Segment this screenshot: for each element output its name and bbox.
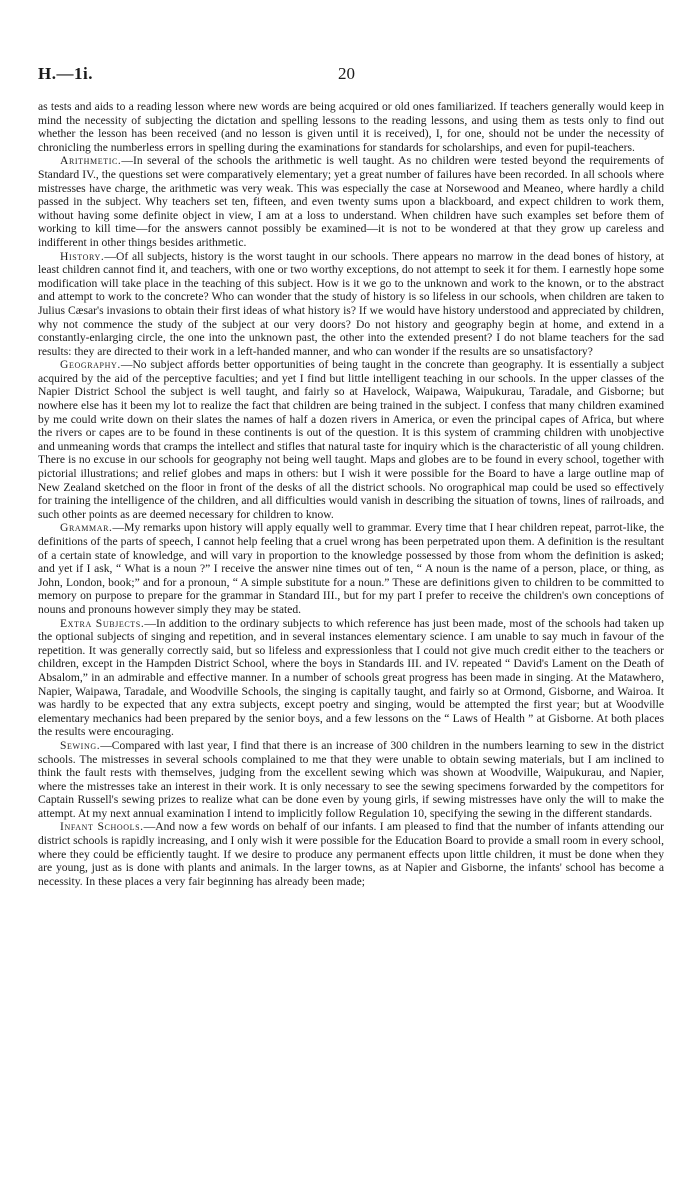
- paragraph-text: —Of all subjects, history is the worst taught in our schools. There appears no marrow in the dead bones of history, at least children cannot find it, and teachers, with one or two worthy exceptions, do not attempt to seek it for them. I earnestly hope some modification will take place in the teaching of this subject. How is it we go to the unknown and work to the known, or to the abstract and attempt to work to the concrete? Who can wonder that the study of history is so lifeless in our schools, when children are taken to Julius Cæsar's invasions to obtain their first ideas of what history is? If we would have history understood and appreciated by children, why not commence the study of the subject at our very doors? Do not history and geography begin at home, and extend in a constantly-enlarging circle, the one into the unknown past, the other into the extended present? I do not blame teachers for the sad results: they are directed to their work in a left-handed manner, and who can wonder if the results are so unsatisfactory?: [38, 249, 664, 358]
- page-header: [38, 64, 668, 88]
- section-heading-arithmetic: Arithmetic.: [60, 154, 122, 168]
- paragraph-grammar: [38, 521, 664, 616]
- section-heading-sewing: Sewing.: [60, 738, 101, 752]
- paragraph-arithmetic: [38, 154, 664, 249]
- document-reference: H.—1i.: [38, 64, 93, 83]
- paragraph-sewing: [38, 739, 664, 821]
- report-body: [38, 100, 664, 888]
- paragraph-text: —In several of the schools the arithmetic is well taught. As no children were tested beyond the requirements of Standard IV., the questions set were comparatively elementary; yet a great number of failures have been recorded. In all schools where mistresses have charge, the arithmetic was very weak. This was especially the case at Norsewood and Meaneo, where hardly a child passed in the subject. Why teachers set ten, fifteen, and even twenty sums upon a blackboard, and expect children to work them, without having some definite object in view, I am at a loss to understand. When children have such examples set before them of working to kill time—for the answers cannot possibly be examined—it is not to be wondered at that they grow up careless and indifferent in other things besides arithmetic.: [38, 154, 664, 249]
- paragraph-text: as tests and aids to a reading lesson where new words are being acquired or old ones familiarized. If teachers generally would keep in mind the necessity of subjecting the dictation and spelling lessons to the reading lessons, and using them as tests only to find out whether the lesson has been received (and no lesson is given until it is received), I, for one, should not be under the necessity of chronicling the numberless errors in spelling during the examinations for standards for scholarships, and even for pupil-teachers.: [38, 100, 664, 154]
- paragraph-extra-subjects: [38, 617, 664, 739]
- paragraph-infant-schools: [38, 820, 664, 888]
- paragraph-text: —In addition to the ordinary subjects to which reference has just been made, most of the schools had taken up the optional subjects of singing and repetition, and in several instances elementary science. I am unable to say much in favour of the repetition. It was generally correctly said, but so lifeless and expressionless that I could not give much credit either to the teachers or children, except in the Hampden District School, where the boys in Standards III. and IV. repeated “ David's Lament on the Death of Absalom,” in an admirable and effective manner. In a number of schools great progress has been made in singing. At the Matawhero, Napier, Waipawa, Taradale, and Woodville Schools, the singing is capitally taught, and fairly so at Ormond, Gisborne, and Wairoa. It was hardly to be expected that any extra subjects, except poetry and singing, would be attempted the first year; but at Woodville elementary mechanics had been prepared by the senior boys, and a few lessons on the “ Laws of Health ” at Gisborne. At both places the results were encouraging.: [38, 616, 665, 739]
- section-heading-geography: Geography.: [60, 358, 121, 372]
- paragraph-text: —No subject affords better opportunities of being taught in the concrete than geography. It is essentially a subject acquired by the aid of the perceptive faculties; and yet I find but little intelligent teaching in our schools. In the upper classes of the Napier District School the subject is well taught, and fairly so at Havelock, Waipawa, Waipukurau, Taradale, and Gisborne; but nowhere else has it been my lot to realize the fact that children are being trained in the subject. I confess that many children examined by me could write down on their slates the names of half a dozen rivers in America, or even the principal capes of Africa, but where the rivers or capes are to be found in these continents is out of the question. It is this system of cramming children with unobjective and unmeaning words that cramps the intellect and stifles that natural taste for inquiry which is the characteristic of all young children. There is no excuse in our schools for geography not being well taught. Maps and globes are to be found in every school, together with pictorial illustrations; and relief globes and maps in others: but I wish it were possible for the Board to have a large outline map of New Zealand sketched on the floor in front of the desks of all the district schools. No orographical map could be used so effectively for training the intelligence of the children, and all difficulties would vanish in describing the situation of towns, lines of railroads, and such other points as are deemed necessary for children to know.: [38, 358, 664, 521]
- section-heading-infant-schools: Infant Schools.: [60, 820, 144, 834]
- paragraph-text: —My remarks upon history will apply equally well to grammar. Every time that I hear children repeat, parrot-like, the definitions of the parts of speech, I cannot help feeling that a cruel wrong has been perpetrated upon them. A definition is the resultant of a certain state of knowledge, and will vary in proportion to the knowledge possessed by those from whom the definition is asked; and yet if I ask, “ What is a noun ?” I receive the answer nine times out of ten, “ A noun is the name of a person, place, or thing, as John, London, book;” and for a pronoun, “ A simple substitute for a noun.” These are definitions given to children to be committed to memory on purpose to prepare for the grammar in Standard III., but for my part I prefer to receive the children's own conceptions of nouns and pronouns however simply they may be stated.: [38, 521, 664, 616]
- paragraph-geography: [38, 358, 664, 521]
- paragraph-text: —And now a few words on behalf of our infants. I am pleased to find that the number of infants attending our district schools is rapidly increasing, and I only wish it were possible for the Education Board to provide a small room in every school, where they could be efficiently taught. If we desire to produce any permanent effects upon little children, it must be done when they are young, just as is done with plants and animals. In the larger towns, as at Napier and Gisborne, the infants' school has become a necessity. In these places a very fair beginning has already been made;: [38, 820, 665, 888]
- section-heading-extra-subjects: Extra Subjects.: [60, 616, 145, 630]
- page-number: 20: [338, 64, 355, 83]
- paragraph-history: [38, 250, 664, 359]
- section-heading-grammar: Grammar.: [60, 521, 113, 535]
- section-heading-history: History.: [60, 249, 105, 263]
- paragraph-text: —Compared with last year, I find that there is an increase of 300 children in the numbers learning to sew in the district schools. The mistresses in several schools complained to me that they were unable to obtain sewing materials, but I am inclined to think the fault rests with themselves, judging from the excellent sewing which was shown at Woodville, Waipukurau, and Napier, where the mistresses take an interest in their work. It is only necessary to see the sewing specimens forwarded by the competitors for Captain Russell's sewing prizes to realize what can be done even by young girls, if sewing mistresses have only the will to make the attempt. At my next annual examination I intend to implicitly follow Regulation 10, specifying the sewing in the different standards.: [38, 738, 664, 820]
- paragraph-reading-continuation: [38, 100, 664, 154]
